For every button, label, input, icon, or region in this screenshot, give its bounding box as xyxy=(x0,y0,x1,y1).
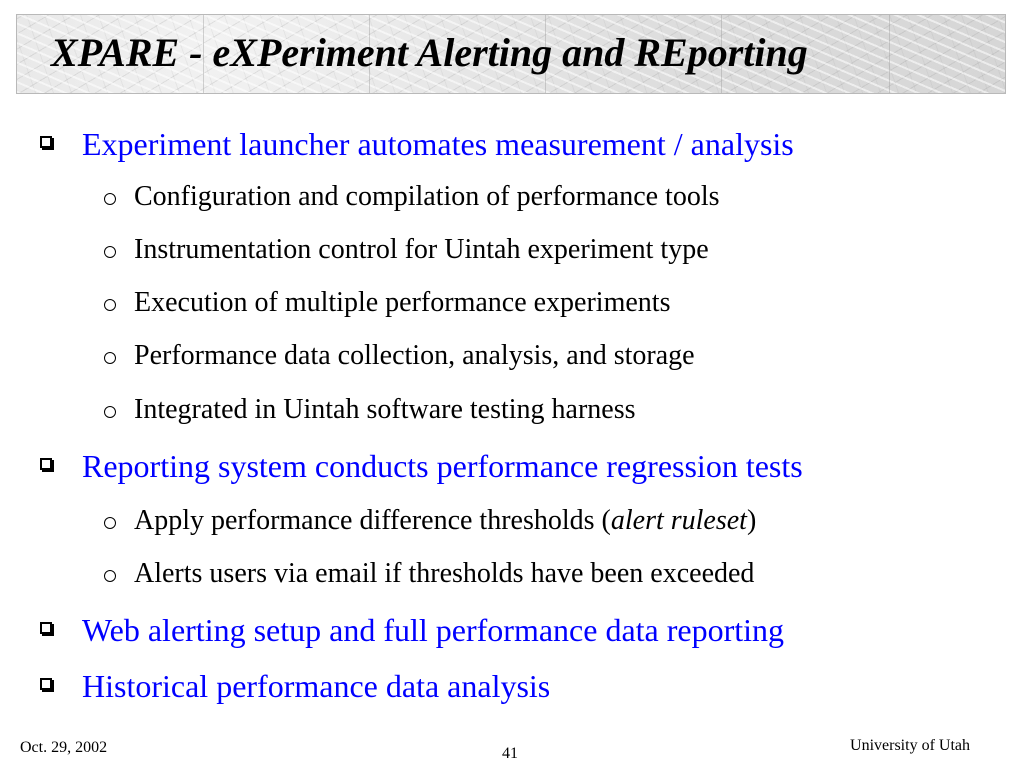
footer-page-number: 41 xyxy=(502,745,518,762)
sub-bullet-text: Execution of multiple performance experiments xyxy=(134,287,671,318)
bullet-text: Historical performance data analysis xyxy=(82,668,551,704)
sub-bullet-text-part: ) xyxy=(746,505,757,536)
title-banner xyxy=(16,14,1006,94)
marble-tile-seam xyxy=(889,15,890,93)
footer-organization: University of Utah xyxy=(850,737,970,754)
sub-bullet-text: Alerts users via email if thresholds have been exceeded xyxy=(134,558,755,589)
bullet-text: Experiment launcher automates measurement / analysis xyxy=(82,126,794,162)
alert-ruleset-term: alert ruleset xyxy=(610,505,747,536)
sub-bullet-text xyxy=(134,505,756,537)
hollow-circle-bullet-icon xyxy=(104,193,116,205)
bullet-text: Reporting system conducts performance regression tests xyxy=(82,448,803,484)
hollow-circle-bullet-icon xyxy=(104,570,116,582)
hollow-square-bullet-icon xyxy=(40,678,52,690)
footer-date: Oct. 29, 2002 xyxy=(20,739,108,756)
sub-bullet-text: Performance data collection, analysis, and storage xyxy=(134,340,695,371)
bullet-text: Web alerting setup and full performance data reporting xyxy=(82,612,785,648)
slide-title: XPARE - eXPeriment Alerting and REporting xyxy=(51,30,808,75)
hollow-circle-bullet-icon xyxy=(104,406,116,418)
sub-bullet-text-part: Apply performance difference thresholds ( xyxy=(134,505,611,536)
hollow-circle-bullet-icon xyxy=(104,517,116,529)
hollow-square-bullet-icon xyxy=(40,458,52,470)
hollow-square-bullet-icon xyxy=(40,136,52,148)
sub-bullet-text: Configuration and compilation of performance tools xyxy=(134,181,720,212)
hollow-circle-bullet-icon xyxy=(104,352,116,364)
sub-bullet-text: Instrumentation control for Uintah experiment type xyxy=(134,234,709,265)
hollow-circle-bullet-icon xyxy=(104,246,116,258)
hollow-circle-bullet-icon xyxy=(104,299,116,311)
sub-bullet-text: Integrated in Uintah software testing harness xyxy=(134,394,636,425)
hollow-square-bullet-icon xyxy=(40,622,52,634)
